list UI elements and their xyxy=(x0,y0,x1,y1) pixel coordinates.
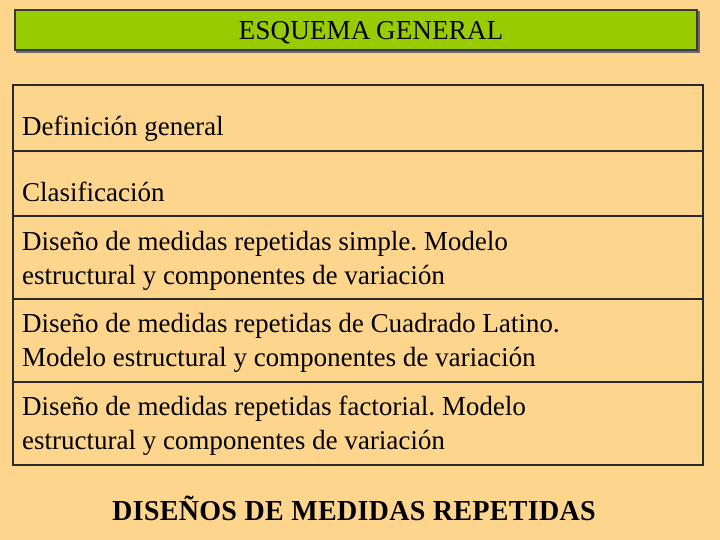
outline-row-line2: Modelo estructural y componentes de variación xyxy=(22,342,536,373)
outline-row-line1: Diseño de medidas repetidas factorial. Modelo xyxy=(22,391,526,422)
outline-row-simple xyxy=(14,217,702,300)
outline-row-line2: estructural y componentes de variación xyxy=(22,259,445,290)
outline-row-factorial xyxy=(14,383,702,465)
outline-table xyxy=(12,84,704,466)
outline-row-clasificacion xyxy=(14,152,702,218)
outline-row-text: Clasificación xyxy=(22,176,165,207)
page-title: ESQUEMA GENERAL xyxy=(238,14,504,45)
title-box xyxy=(14,9,698,51)
outline-row-line1: Diseño de medidas repetidas de Cuadrado Latino. xyxy=(22,308,560,339)
outline-row-cuadrado-latino xyxy=(14,300,702,383)
outline-row-definicion xyxy=(14,86,702,152)
outline-row-line1: Diseño de medidas repetidas simple. Modelo xyxy=(22,225,508,256)
outline-row-line2: estructural y componentes de variación xyxy=(22,425,445,456)
outline-row-text: Definición general xyxy=(22,110,224,141)
footer-caption: DISEÑOS DE MEDIDAS REPETIDAS xyxy=(112,496,596,527)
